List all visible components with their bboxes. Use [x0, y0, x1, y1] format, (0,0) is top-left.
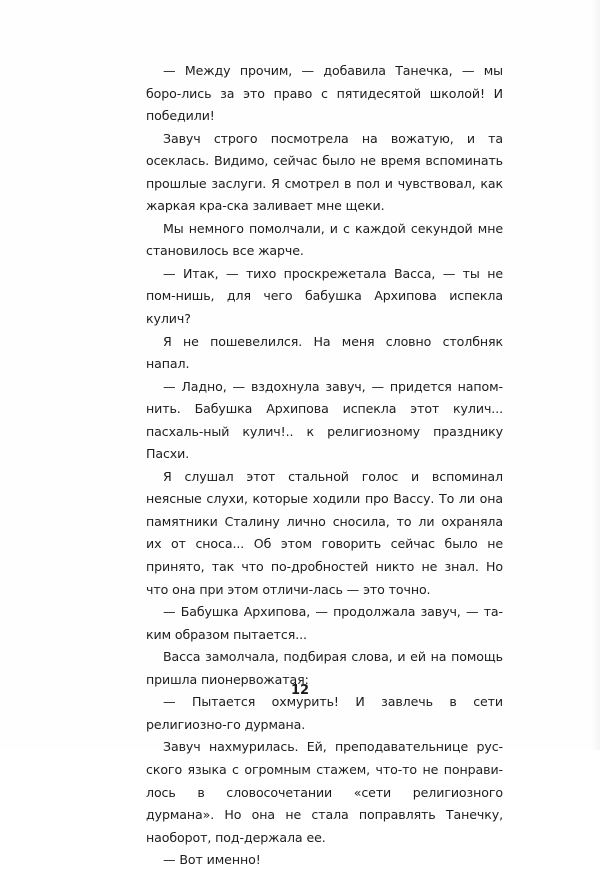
paragraph: — Между прочим, — добавила Танечка, — мы боро-лись за это право с пятидесятой школой! И победили!	[146, 63, 503, 124]
paragraph: Я не пошевелился. На меня словно столбняк напал.	[146, 333, 503, 372]
paragraph: Мы немного помолчали, и с каждой секундой мне становилось все жарче.	[146, 220, 503, 259]
paragraph: — Бабушка Архипова, — продолжала завуч, — та-ким образом пытается...	[146, 604, 503, 642]
paragraph: Я слушал этот стальной голос и вспоминал неясные слухи, которые ходили про Вассу. То ли она памятники Сталину лично сносила, то ли охраняла их от сноса... Об этом говорить сейчас было не принято, так что по-дробностей никто не знал. Но что она при этом отличи-лась — это точно.	[146, 468, 503, 597]
paragraph: — Вот именно!	[163, 852, 261, 868]
paragraph: Завуч строго посмотрела на вожатую, и та осеклась. Видимо, сейчас было не время вспоминать прошлые заслуги. Я смотрел в пол и чувствовал, как жаркая кра-ска заливает мне щеки.	[146, 130, 503, 214]
page-number: 12	[290, 683, 310, 698]
paragraph: — Пытается охмурить! И завлечь в сети религиозно-го дурмана.	[146, 694, 503, 732]
page-edge-shadow	[590, 0, 600, 750]
paragraph: — Итак, — тихо проскрежетала Васса, — ты не пом-нишь, для чего бабушка Архипова испекла кулич?	[146, 265, 503, 327]
paragraph: — Ладно, — вздохнула завуч, — придется напом-нить. Бабушка Архипова испекла этот кулич... пасхаль-ный кулич!.. к религиозному празднику Пасхи.	[146, 378, 503, 462]
paragraph: Васса замолчала, подбирая слова, и ей на помощь пришла пионервожатая:	[146, 649, 503, 687]
paragraph: Завуч нахмурилась. Ей, преподавательнице рус-ского языка с огромным стажем, что-то не понрави-лось в словосочетании «сети религиозного дурмана». Но она не стала поправлять Танечку, наоборот, под-держала ее.	[146, 739, 503, 845]
